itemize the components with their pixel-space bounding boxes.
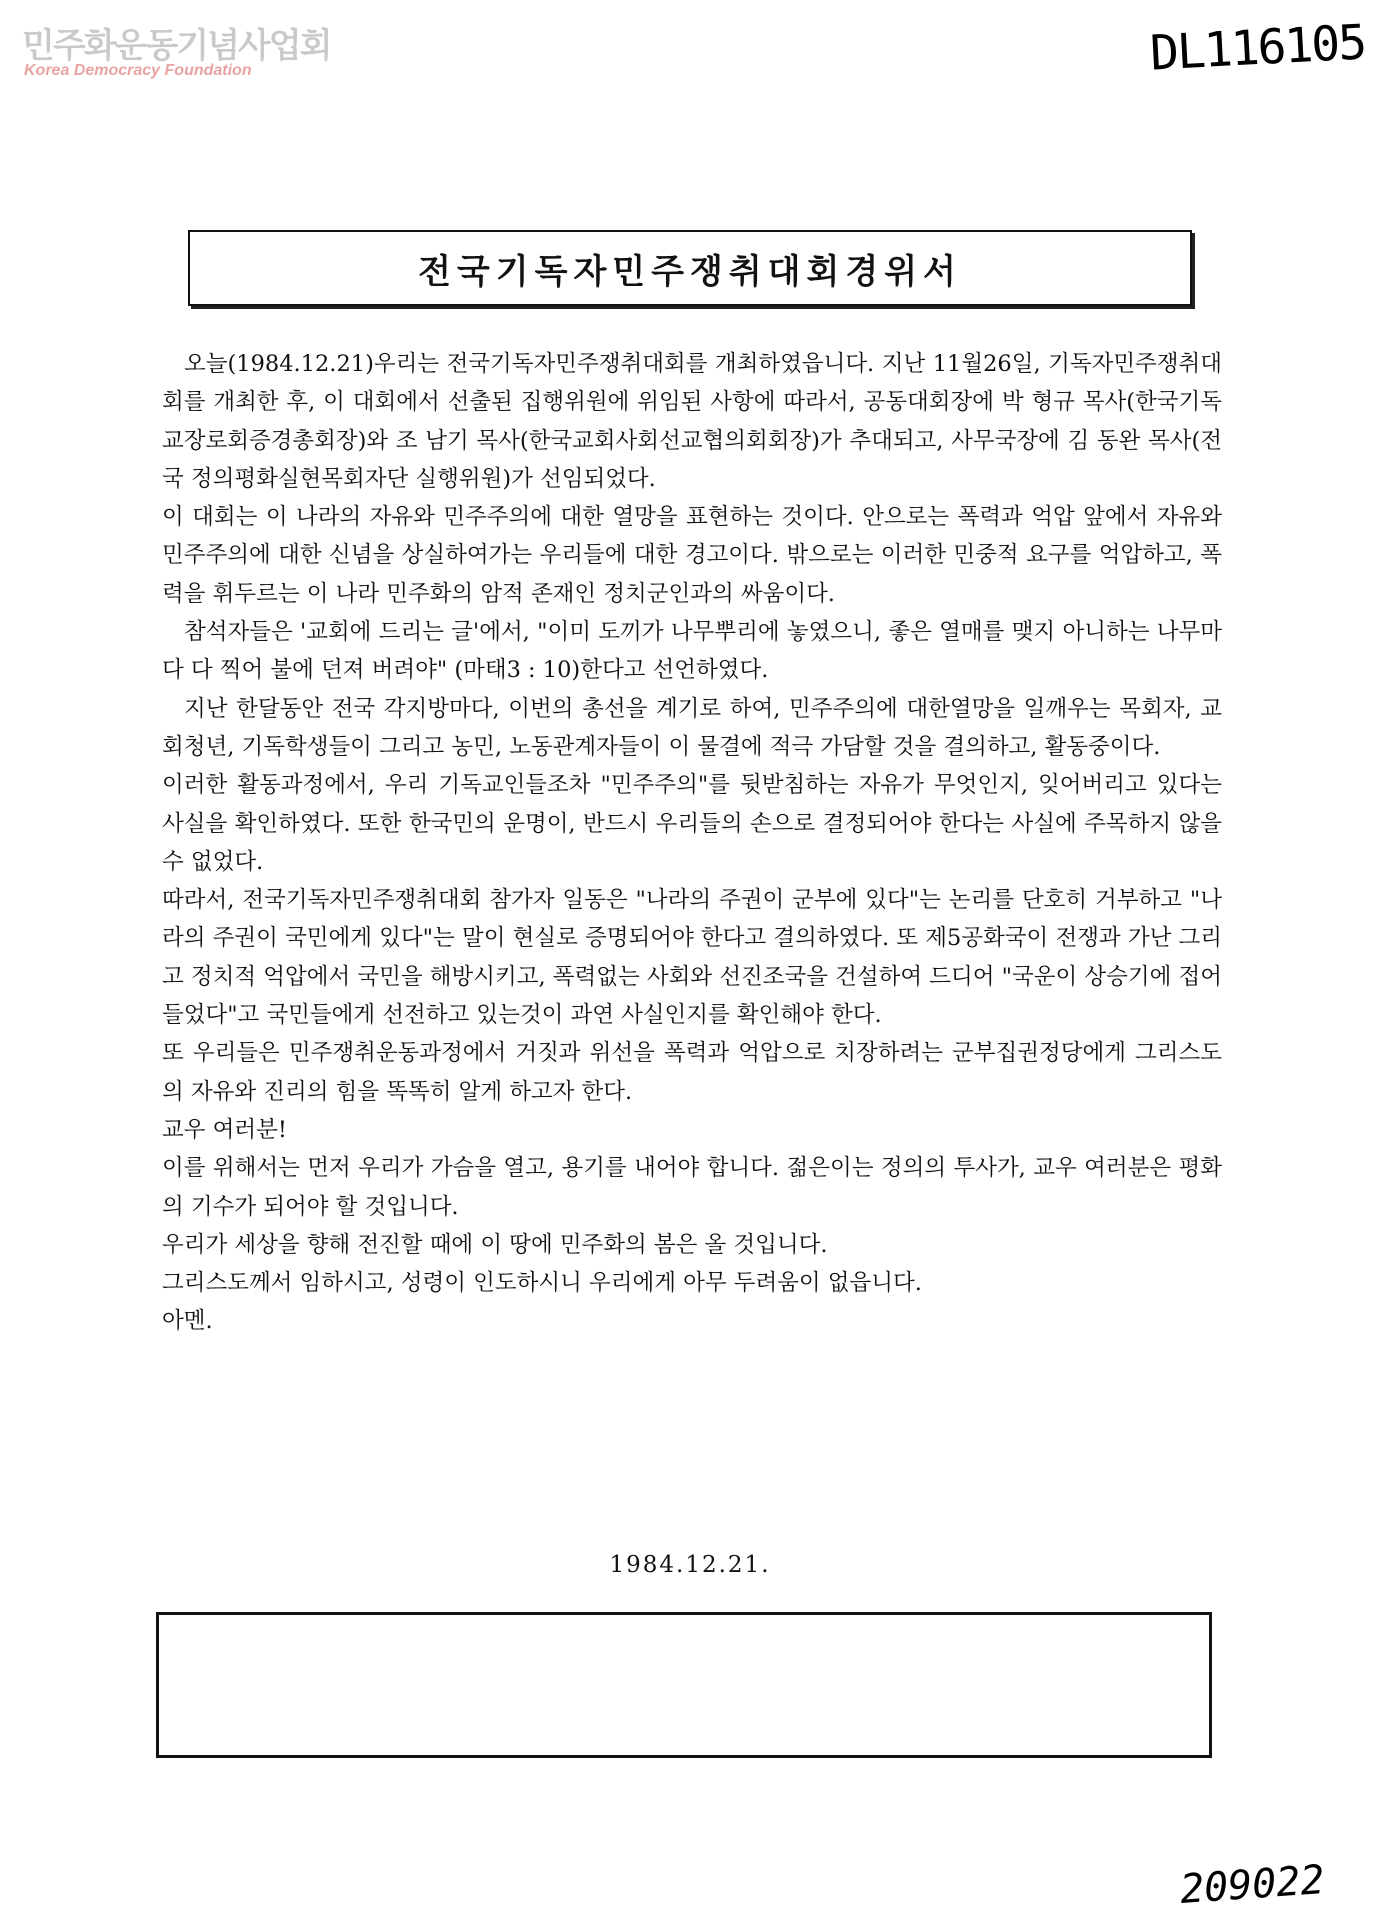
archive-id-handwritten: DL116105 <box>1148 14 1367 82</box>
paragraph: 이 대회는 이 나라의 자유와 민주주의에 대한 열망을 표현하는 것이다. 안으로는 폭력과 억압 앞에서 자유와 민주주의에 대한 신념을 상실하여가는 우리들에 대한 경고이다. 밖으로는 이러한 민중적 요구를 억압하고, 폭력을 휘두르는 이 나라 민주화의 암적 존재인 정치군인과의 싸움이다. <box>162 504 1222 607</box>
paragraph: 또 우리들은 민주쟁취운동과정에서 거짓과 위선을 폭력과 억압으로 치장하려는 군부집권정당에게 그리스도의 자유와 진리의 힘을 똑똑히 알게 하고자 한다. <box>162 1040 1222 1105</box>
title-box <box>188 230 1192 306</box>
document-title: 전국기독자민주쟁취대회경위서 <box>418 251 962 292</box>
paragraph: 우리가 세상을 향해 전진할 때에 이 땅에 민주화의 봄은 올 것입니다. <box>162 1231 828 1258</box>
paragraph: 이러한 활동과정에서, 우리 기독교인들조차 "민주주의"를 뒷받침하는 자유가 무엇인지, 잊어버리고 있다는 사실을 확인하였다. 또한 한국민의 운명이, 반드시 우리들의 손으로 결정되어야 한다는 사실에 주목하지 않을 수 없었다. <box>162 772 1222 875</box>
paragraph: 그리스도께서 임하시고, 성령이 인도하시니 우리에게 아무 두려움이 없읍니다. <box>162 1270 922 1297</box>
paragraph: 지난 한달동안 전국 각지방마다, 이번의 총선을 계기로 하여, 민주주의에 대한열망을 일깨우는 목회자, 교회청년, 기독학생들이 그리고 농민, 노동관계자들이 이 물결에 적극 가담할 것을 결의하고, 활동중이다. <box>162 695 1222 760</box>
paragraph: 교우 여러분! <box>162 1116 287 1143</box>
empty-signature-box <box>156 1612 1212 1758</box>
watermark-english: Korea Democracy Foundation <box>24 62 252 79</box>
watermark-korean: 민주화운동기념사업회 <box>22 26 331 66</box>
paragraph: 아멘. <box>162 1308 213 1335</box>
document-date: 1984.12.21. <box>609 1552 771 1578</box>
paragraph: 참석자들은 '교회에 드리는 글'에서, "이미 도끼가 나무뿌리에 놓였으니, 좋은 열매를 맺지 아니하는 나무마다 다 찍어 불에 던져 버려야" (마태3 : 10)한다고 선언하였다. <box>162 619 1222 684</box>
paragraph: 이를 위해서는 먼저 우리가 가슴을 열고, 용기를 내어야 합니다. 젊은이는 정의의 투사가, 교우 여러분은 평화의 기수가 되어야 할 것입니다. <box>162 1155 1222 1220</box>
paragraph: 오늘(1984.12.21)우리는 전국기독자민주쟁취대회를 개최하였읍니다. 지난 11월26일, 기독자민주쟁취대회를 개최한 후, 이 대회에서 선출된 집행위원에 위임된 사항에 따라서, 공동대회장에 박 형규 목사(한국기독교장로회증경총회장)와 조 남기 목사(한국교회사회선교협의회회장)가 추대되고, 사무국장에 김 동완 목사(전국 정의평화실현목회자단 실행위원)가 선임되었다. <box>162 351 1222 492</box>
handwritten-number: 209022 <box>1178 1857 1326 1913</box>
paragraph: 따라서, 전국기독자민주쟁취대회 참가자 일동은 "나라의 주권이 군부에 있다"는 논리를 단호히 거부하고 "나라의 주권이 국민에게 있다"는 말이 현실로 증명되어야 한다고 결의하였다. 또 제5공화국이 전쟁과 가난 그리고 정치적 억압에서 국민을 해방시키고, 폭력없는 사회와 선진조국을 건설하여 드디어 "국운이 상승기에 접어 들었다"고 국민들에게 선전하고 있는것이 과연 사실인지를 확인해야 한다. <box>162 887 1222 1029</box>
document-body <box>162 345 1222 1341</box>
